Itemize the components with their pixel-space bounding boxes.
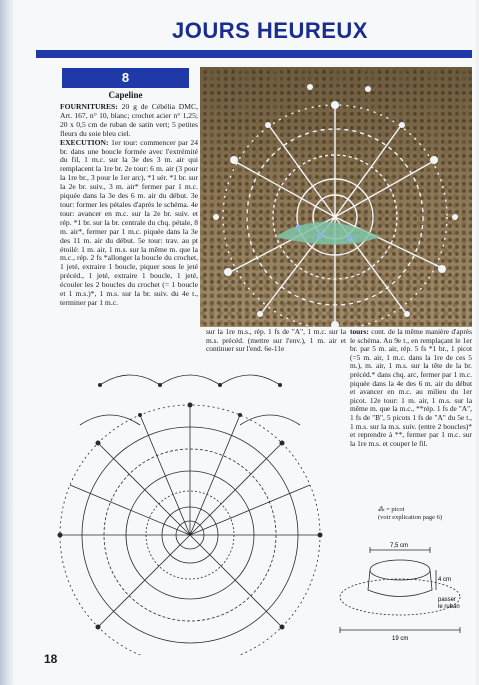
execution-text: 1er tour: commencer par 24 br. dans une boucle formée avec l'extrémité du fil, 1 m.c. sur la 3e des 3 m. air qui remplacent la 1re br. 2e tour: 6 m. air (3 pour la 1re br., 3 pour le 1er arc), *1 sér. *1 br. sur la 2e br. suiv., 3 m. air* fermer par 1 m.c. piquée dans la 3e des 6 m. air du début. 3e tour: former les pétales d'après le schéma. 4e tour: avancer en m.c. sur la 2e br. suiv. et rép. *1 br. sur la br. centrale du chq. pétale, 8 m. air*, fermer par 1 m.c. piquée dans la 3e des 11 m. air du début. 5e tour: trav. au pt étoilé: 1 m. air, 1 m.s. sur la même m. que la m.c., rép. 2 fs *allonger la boucle du crochet, 1 jeté, extraire 1 boucle, piquer sous le jeté précéd., 1 jeté, extraire 1 boucle, 1 jeté, écouler les 2 boucles du crochet (= 1 boucle et 1 m.s.)*, 1 m.s. sur la br. suiv. du 4e t., terminer par 1 m.c.: [60, 137, 198, 307]
page-number: 18: [44, 652, 58, 666]
hat-dimension-diagram: [330, 535, 470, 645]
execution-label: EXECUTION:: [60, 137, 109, 147]
crochet-chart: [40, 355, 340, 655]
instructions-column-1: [60, 103, 198, 338]
fournitures-label: FOURNITURES:: [60, 103, 118, 111]
pattern-number: 8: [62, 68, 189, 88]
title-rule: [36, 50, 472, 58]
picot-label: = picot: [386, 506, 405, 513]
page-title: JOURS HEUREUX: [172, 18, 368, 43]
tours-text: cont. de la même manière d'après le schéma. Au 9e t., en remplaçant le 1er br. par 5 m. air, rép. 5 fs *1 br., 1 picot (=5 m. air, 1 m.c. dans la 1re de ces 5 m.), m. air, 1 m.s. sur la tête de la br. précéd.* dans chq. arc, fermer par 1 m.c. piquée dans la 4e des 6 m. air du début et avancer en m.c. au milieu du 1er picot. 12e tour: 1 m. air, 1 m.s. sur la même m. que la m.c., **rép. 1 fs de "A", 1 fs de "B", 5 picots 1 fs de "A" du 5e t., 1 m.s. sur la m.s. suiv. (entre 2 boucles)* et reprendre à **, fermer par 1 m.c. sur la 1re m.s. et couper le fil.: [350, 328, 472, 448]
book-spine: [0, 0, 14, 685]
tours-label: tours:: [350, 328, 369, 336]
picot-symbol-icon: ⁂: [378, 506, 385, 513]
pattern-name: Capeline: [108, 90, 143, 100]
dim-side-label: 4 cm: [438, 577, 452, 583]
doily-illustration: [200, 67, 472, 327]
fournitures-text: 20 g de Cébélia DMC, Art. 167, n° 10, blanc; crochet acier n° 1,25; 20 x 0,5 cm de ruban de satin vert; 5 petites fleurs du soie bleu ciel.: [60, 103, 198, 138]
picot-reference: (voir explication page 6): [378, 514, 443, 521]
instructions-column-3: [350, 328, 472, 456]
ribbon-label-2: le ruban: [438, 604, 460, 610]
capeline-photo: [200, 67, 472, 327]
dim-bottom-label: 19 cm: [392, 636, 409, 642]
dim-top-label: 7,5 cm: [390, 543, 409, 549]
picot-legend: [378, 506, 468, 522]
instructions-column-2: sur la 1re m.s., rép. 1 fs de "A", 1 m.c. sur la m.s. précéd. (mettre sur l'env.), 1 m. air et continuer sur l'end. 6e-11e: [206, 327, 346, 354]
ribbon-label-1: passer: [438, 597, 457, 603]
